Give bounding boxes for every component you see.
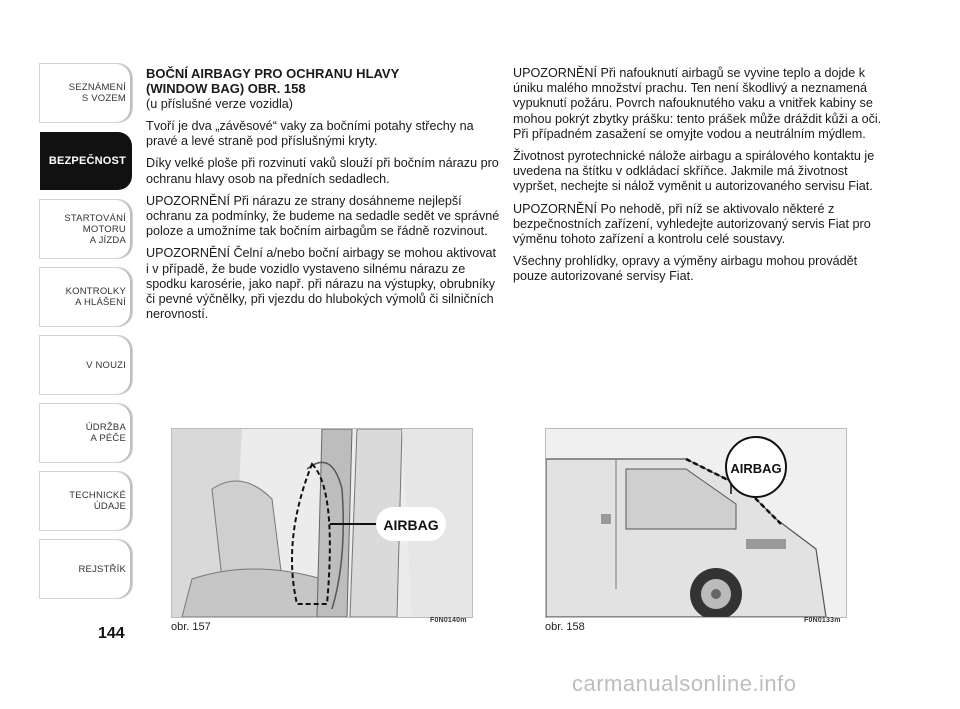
watermark: carmanualsonline.info <box>572 671 797 696</box>
warning-paragraph: UPOZORNĚNÍ Při nárazu ze strany dosáhneme nejlepší ochranu za podmínky, že budeme na sedadle sedět ve správné poloze a umožníme tak bočním airbagům se řádně rozvinout. <box>146 193 500 239</box>
tab-rejstrik[interactable]: REJSTŘÍK <box>40 540 132 598</box>
tab-seznameni[interactable]: SEZNÁMENÍ S VOZEM <box>40 64 132 122</box>
paragraph: Všechny prohlídky, opravy a výměny airbagu mohou provádět pouze autorizované servisy Fiat. <box>513 254 858 284</box>
tab-v-nouzi[interactable]: V NOUZI <box>40 336 132 394</box>
van-illustration <box>546 429 846 617</box>
figure-exterior-airbag <box>545 428 847 618</box>
paragraph: Díky velké ploše při rozvinutí vaků slouží při bočním nárazu pro ochranu hlavy osob na předních sedadlech. <box>146 156 499 186</box>
tab-startovani[interactable]: STARTOVÁNÍ MOTORU A JÍZDA <box>40 200 132 258</box>
warning-paragraph: UPOZORNĚNÍ Čelní a/nebo boční airbagy se mohou aktivovat i v případě, že bude vozidlo vystaveno silnému nárazu ze spodku karosérie, jako např. při nárazu na výstupky, obrubníky či pevné výčnělky, při vjezdu do hlubokých výmolů či silničních nerovností. <box>146 246 496 322</box>
section-subheading: (u příslušné verze vozidla) <box>146 96 293 111</box>
airbag-label: AIRBAG <box>730 461 782 476</box>
paragraph: Tvoří je dva „závěsové“ vaky za bočními potahy střechy na pravé a levé straně pod příslušnými kryty. <box>146 119 474 149</box>
figure-caption: obr. 158 <box>545 621 585 633</box>
page-number: 144 <box>98 625 125 642</box>
figure-interior-airbag <box>171 428 473 618</box>
warning-paragraph: UPOZORNĚNÍ Při nafouknutí airbagů se vyvine teplo a dojde k úniku malého množství prachu. Ten není škodlivý a neznamená vypuknutí požáru. Povrch nafouknutého vaku a vnitřek kabiny se mohou pokrýt zbytky prášku: tento prášek může dráždit kůži a oči. Při případném zasažení se omyjte vodou a neutrálním mýdlem. <box>513 66 882 141</box>
section-heading-ref: (WINDOW BAG) OBR. 158 <box>146 81 306 97</box>
text-column-right <box>513 66 883 292</box>
figure-code: F0N0140m <box>430 617 467 624</box>
warning-paragraph: UPOZORNĚNÍ Po nehodě, při níž se aktivovalo některé z bezpečnostních zařízení, vyhledejte autorizovaný servis Fiat pro výměnu tohoto zařízení a kontrolu celé soustavy. <box>513 201 871 247</box>
section-heading: BOČNÍ AIRBAGY PRO OCHRANU HLAVY <box>146 66 400 81</box>
figure-caption: obr. 157 <box>171 621 211 633</box>
tab-udrzba[interactable]: ÚDRŽBA A PÉČE <box>40 404 132 462</box>
text-column-left <box>146 66 501 329</box>
tab-technicke[interactable]: TECHNICKÉ ÚDAJE <box>40 472 132 530</box>
figure-code: F0N0133m <box>804 617 841 624</box>
airbag-label: AIRBAG <box>383 517 439 533</box>
paragraph: Životnost pyrotechnické nálože airbagu a spirálového kontaktu je uvedena na štítku v odkládací skříňce. Jakmile má životnost vypršet, nechejte si nálož vyměnit u autorizovaného servisu Fiat. <box>513 149 875 194</box>
tab-bezpecnost[interactable]: BEZPEČNOST <box>40 132 132 190</box>
tab-kontrolky[interactable]: KONTROLKY A HLÁŠENÍ <box>40 268 132 326</box>
chapter-sidebar <box>40 64 132 608</box>
interior-illustration <box>172 429 472 617</box>
